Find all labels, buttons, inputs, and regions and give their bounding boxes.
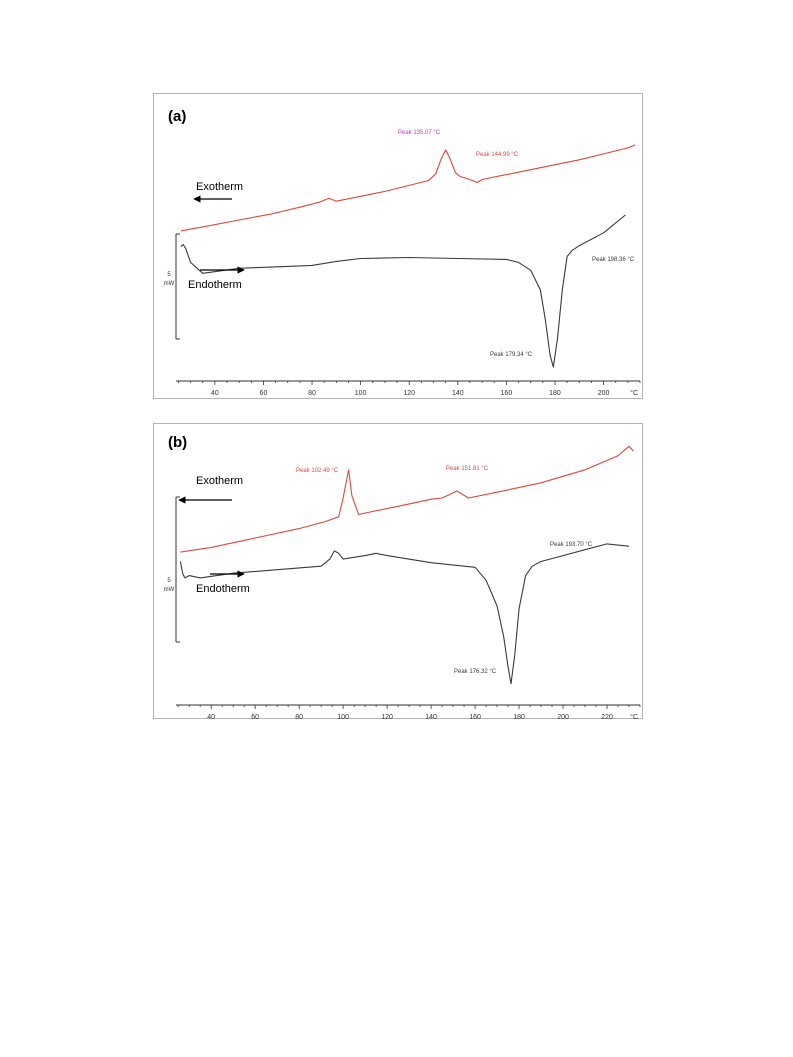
dsc-chart-svg — [154, 94, 644, 400]
x-tick-label: 140 — [425, 714, 437, 720]
peak-label-176: Peak 176.32 °C — [454, 669, 497, 675]
peak-label-179: Peak 179.34 °C — [490, 352, 533, 358]
x-tick-label: 60 — [259, 390, 268, 397]
x-tick-label: 200 — [597, 390, 610, 397]
x-tick-label: 160 — [469, 714, 481, 720]
exotherm-label: Exotherm — [196, 475, 244, 487]
panel-label: (a) — [168, 108, 187, 125]
x-tick-label: 60 — [251, 714, 260, 720]
x-tick-label: 180 — [513, 714, 525, 720]
endotherm-label: Endotherm — [196, 583, 250, 595]
x-tick-label: 40 — [207, 714, 216, 720]
peak-label-198: Peak 198.36 °C — [592, 257, 635, 263]
heating-curve — [180, 446, 633, 552]
x-tick-label: 200 — [557, 714, 569, 720]
heating-curve — [181, 145, 635, 231]
x-tick-label: 80 — [308, 390, 316, 397]
dsc-chart-svg — [154, 424, 644, 720]
cooling-curve — [181, 215, 626, 367]
endotherm-label: Endotherm — [188, 279, 242, 291]
peak-label-145: Peak 144.99 °C — [476, 152, 519, 158]
x-unit-label: °C — [630, 390, 638, 397]
scale-unit: mW — [163, 587, 175, 593]
peak-label-135: Peak 135.07 °C — [398, 130, 441, 136]
panel-label: (b) — [168, 434, 188, 451]
x-tick-label: 100 — [354, 390, 367, 397]
x-tick-label: 120 — [381, 714, 393, 720]
exotherm-label: Exotherm — [196, 181, 244, 193]
x-tick-label: 40 — [210, 390, 219, 397]
dsc-panel-a — [153, 93, 643, 399]
x-tick-label: 80 — [295, 714, 304, 720]
peak-label-152: Peak 151.81 °C — [446, 466, 489, 472]
peak-label-102: Peak 102.49 °C — [296, 468, 339, 474]
peak-label-194: Peak 193.70 °C — [550, 542, 593, 548]
scale-value: 5 — [167, 272, 171, 278]
x-tick-label: 100 — [337, 714, 349, 720]
scale-value: 5 — [167, 578, 171, 584]
x-unit-label: °C — [630, 714, 638, 720]
cooling-curve — [180, 544, 629, 684]
x-tick-label: 120 — [403, 390, 416, 397]
x-tick-label: 160 — [500, 390, 513, 397]
scale-unit: mW — [163, 281, 175, 287]
x-tick-label: 180 — [549, 390, 561, 397]
dsc-panel-b — [153, 423, 643, 719]
x-tick-label: 220 — [601, 714, 613, 720]
x-tick-label: 140 — [451, 390, 464, 397]
